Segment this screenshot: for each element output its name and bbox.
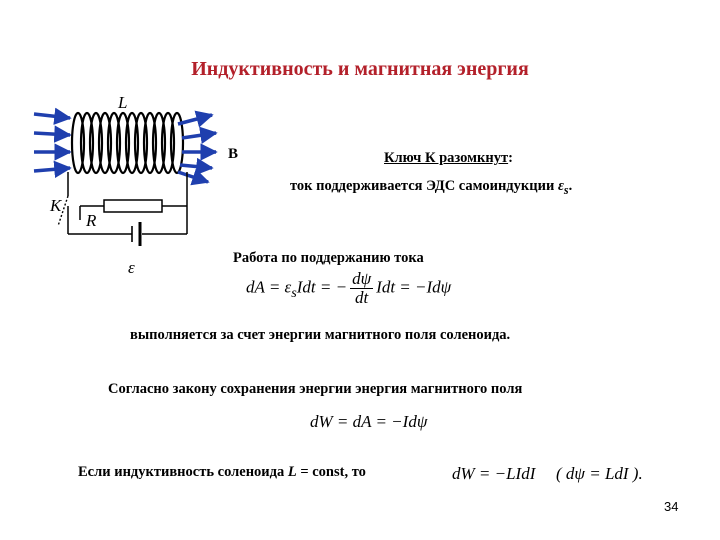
- field-arrows-left: [34, 114, 70, 171]
- resistor-r: [104, 200, 162, 212]
- work-formula-left: dA = ε: [246, 277, 292, 297]
- inductance-paren: ( dψ = LdI ).: [556, 464, 643, 483]
- work-intro: Работа по поддержанию тока: [233, 250, 424, 266]
- coil-label-l: L: [118, 93, 128, 112]
- page-title: Индуктивность и магнитная энергия: [191, 58, 529, 80]
- key-open-label: Ключ К разомкнут: [384, 150, 509, 166]
- work-formula-sub: s: [291, 284, 297, 301]
- inductance-line: [78, 464, 366, 481]
- inductance-prefix: Если индуктивность соленоида: [78, 464, 288, 480]
- work-formula: [246, 270, 451, 307]
- page-number: 34: [664, 499, 679, 514]
- solenoid-coil: [72, 113, 183, 173]
- resistor-label-r: R: [86, 211, 97, 230]
- switch-label-k: K: [50, 196, 62, 215]
- work-fraction: [350, 270, 373, 307]
- self-induction-text: ток поддерживается ЭДС самоиндукции: [290, 178, 558, 194]
- emf-label: ε: [128, 258, 135, 277]
- key-open-line: [384, 150, 513, 167]
- fraction-numerator: dψ: [352, 269, 372, 288]
- work-result: выполняется за счет энергии магнитного поля соленоида.: [130, 327, 511, 343]
- inductance-const: = const, то: [296, 464, 366, 480]
- conservation-intro: Согласно закону сохранения энергии энергия магнитного поля: [108, 381, 523, 397]
- fraction-denominator: dt: [355, 288, 369, 307]
- conservation-formula: dW = dA = −Idψ: [310, 412, 428, 431]
- battery-emf: [132, 222, 140, 246]
- emf-symbol: ε: [557, 178, 564, 194]
- work-formula-mid: Idt = −: [296, 277, 348, 297]
- work-formula-right: Idt = −Idψ: [376, 277, 452, 297]
- emf-subscript: s: [563, 182, 569, 197]
- field-label-b: B: [228, 146, 239, 162]
- inductance-l: L: [287, 464, 297, 480]
- self-induction-suffix: .: [568, 178, 573, 194]
- inductance-formula: dW = −LIdI: [452, 464, 536, 483]
- self-induction-line: [290, 178, 572, 198]
- key-open-colon: :: [508, 150, 513, 166]
